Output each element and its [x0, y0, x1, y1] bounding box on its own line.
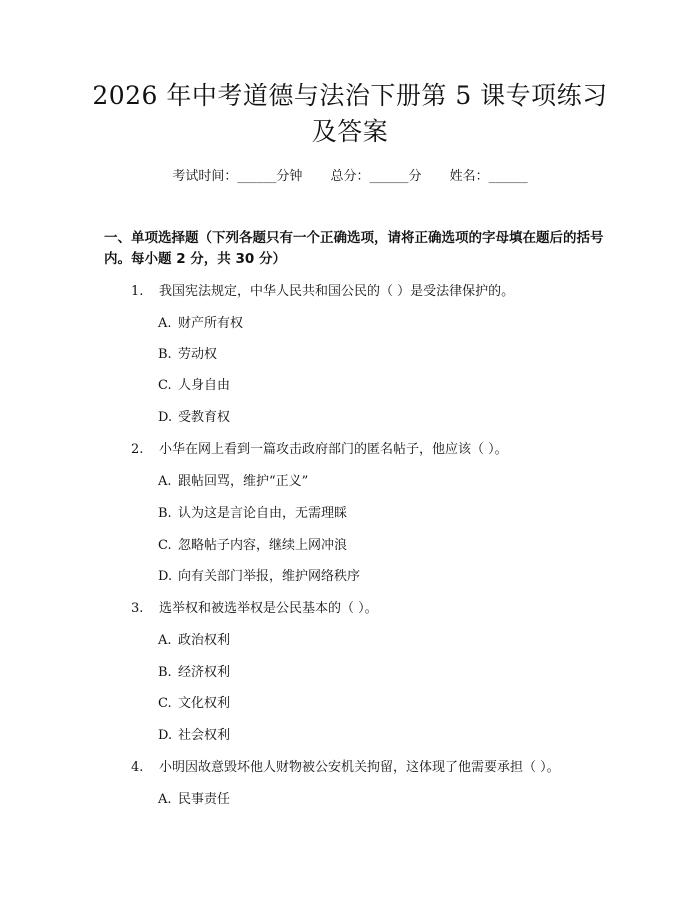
exam-time: 考试时间：______分钟: [172, 167, 302, 187]
option-3c: C. 文化权利: [158, 696, 231, 711]
section-heading: 一、单项选择题（下列各题只有一个正确选项，请将正确选项的字母填在题后的括号内。每小题 2 分，共 30 分）: [104, 230, 604, 267]
question-3: 3. 选举权和被选举权是公民基本的（ ）。: [131, 601, 378, 616]
question-text: 我国宪法规定，中华人民共和国公民的（ ）是受法律保护的。: [159, 284, 515, 299]
exam-meta: [0, 167, 700, 187]
question-4: 4. 小明因故意毁坏他人财物被公安机关拘留，这体现了他需要承担（ ）。: [131, 760, 560, 775]
total-score: 总分：______分: [330, 167, 421, 187]
option-1c: C. 人身自由: [158, 378, 231, 393]
option-2c: C. 忽略帖子内容，继续上网冲浪: [158, 538, 348, 553]
question-text: 小明因故意毁坏他人财物被公安机关拘留，这体现了他需要承担（ ）。: [159, 760, 560, 775]
question-text: 小华在网上看到一篇攻击政府部门的匿名帖子，他应该（ ）。: [159, 442, 508, 457]
option-1a: A. 财产所有权: [158, 316, 244, 331]
title-line-2: 及答案: [311, 117, 389, 146]
option-3d: D. 社会权利: [158, 728, 231, 743]
option-2b: B. 认为这是言论自由，无需理睬: [158, 506, 348, 521]
option-1d: D. 受教育权: [158, 410, 231, 425]
question-text: 选举权和被选举权是公民基本的（ ）。: [159, 601, 378, 616]
question-2: 2. 小华在网上看到一篇攻击政府部门的匿名帖子，他应该（ ）。: [131, 442, 508, 457]
time-blank: ______: [237, 169, 277, 184]
option-3b: B. 经济权利: [158, 665, 231, 680]
option-1b: B. 劳动权: [158, 347, 218, 362]
option-3a: A. 政治权利: [158, 633, 231, 648]
page-title: [80, 78, 620, 150]
question-1: 1. 我国宪法规定，中华人民共和国公民的（ ）是受法律保护的。: [131, 284, 515, 299]
score-blank: ______: [369, 169, 409, 184]
title-line-1: 2026 年中考道德与法治下册第 5 课专项练习: [92, 81, 608, 110]
student-name: 姓名：______: [450, 167, 528, 187]
option-2a: A. 跟帖回骂，维护“正义”: [158, 474, 309, 489]
option-2d: D. 向有关部门举报，维护网络秩序: [158, 569, 361, 584]
name-blank: ______: [488, 169, 528, 184]
option-4a: A. 民事责任: [158, 792, 231, 807]
